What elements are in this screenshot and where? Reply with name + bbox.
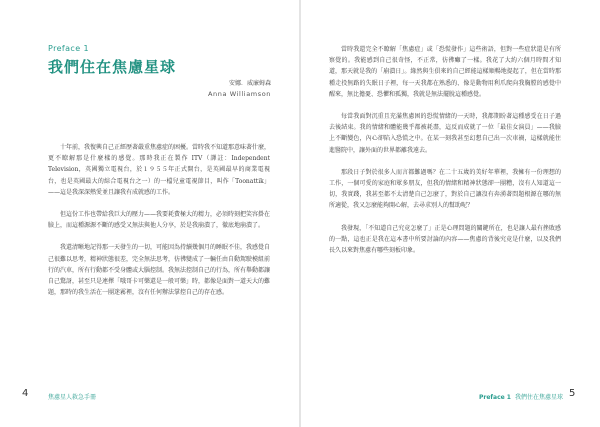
paragraph: 我發現，「不知道自己究竟怎麼了」正是心理問題的關鍵所在，也是讓人最有挫敗感的一點，這也正是我在這本書中所要討論的內容——焦慮的背後究竟是什麼，以及我們長久以來對焦慮有哪些刻板印象。: [329, 224, 561, 255]
preface-label: Preface 1: [48, 44, 89, 53]
chapter-title: 我們住在焦慮星球: [48, 58, 177, 76]
right-body-text: [329, 44, 561, 267]
page-number-left: 4: [22, 388, 29, 399]
author-name-english: Anna Williamson: [207, 90, 271, 98]
right-page: [301, 0, 600, 427]
paragraph: 每當我面對沉重且充滿焦慮困的恐慌情緒的一天時，我都期盼著這種感受在日子過去後結束。我的情緒和體能幾乎都被耗盡，這反而成就了一位「最佳女演員」——我臉上不斷變色，內心卻陷入恐慌之中。在某一刻我甚至幻想自己出一次車禍，這樣就能住進醫院中，讓外面的世界都離我遠去。: [329, 113, 561, 154]
author-byline: [208, 78, 271, 100]
page-number-right: 5: [569, 388, 576, 399]
paragraph: 當時我還完全不瞭解「焦慮症」或「恐慌發作」這些術語，但對一些症狀還是有所察覺的。我能感到自己很奇怪，不正常，彷彿癱了一樣。我花了大約六個月時間才知道，那天就是我的「崩潰日」。緣然與生俱來的自己經能這樣順暢地提起了，但在當時那種走投無路的失眠日子裡，每一天我都在熟悉的、像是動物用利爪爬向我胸膛的感覺中醒來，無比擔憂、恐懼和孤獨，我就是無法擺脫這種感覺。: [329, 46, 561, 98]
footer-chapter-title: 我們住在焦慮星球: [514, 394, 563, 401]
footer-preface-label: Preface 1: [479, 394, 511, 401]
paragraph: 十年前，我復興自己正經歷著嚴重焦慮症的困擾。當時我不知道那意味著什麼，更不瞭解那是什麼樣的感覺。那時我正在製作 ITV（譯註：Independent Television，英國獨立電視台，於１９５５年正式開台，是英國最早的商業電視台，也是英國最大的綜合電視台之一）的一檔兒童電視節目，叫作「Toonattik」——這是我深深熱愛並且讓我有成就感的工作。: [48, 144, 271, 196]
running-footer-left: 焦慮星人救急手冊: [48, 394, 97, 401]
paragraph: 但這份工作也帶給我巨大的壓力——我要耗費極大的精力，必須時刻把笑容掛在臉上，而這種源源不斷的感受又無法與他人分享，於是我崩潰了，徹底地崩潰了。: [48, 211, 271, 230]
left-body-text: [48, 142, 270, 309]
paragraph: 我還清晰地記得那一天發生的一切，可能因為持續幾個月的睡眠不佳，我感覺自己很難以思考，精神狀態很差，完全無法思考，彷彿變成了一輛任由自動駕駛模組前行的汽車，所有行動都不受身體或大腦控制。我無法控制自己的行為，所有舉動都讓自己驚訝，甚至只是連擇「哦哥卡可樂還是一般可樂」時，都像是面對一道天大的難題，那時的我生活在一團迷霧裡，沒有任何辦法掌控自己的存在感。: [48, 244, 271, 297]
author-name-chinese: 安娜．威廉姆森: [228, 80, 271, 87]
left-page: [0, 0, 299, 427]
paragraph: 那段日子對於很多人而言都難過嗎？在二十五歲的美好年華裡，我擁有一份理想的工作，一個可愛的家庭和眾多朋友，但我的情緒和精神狀態卻一團糟，沒有人知道這一切，我實踐，我甚至都不太清楚自己怎麼了，對於自己讓沒有奔湧著問題根源在哪的無所適從，我又怎麼能夠開心解，去尋求別人的幫助呢？: [329, 168, 561, 210]
running-footer-right: [479, 392, 563, 401]
